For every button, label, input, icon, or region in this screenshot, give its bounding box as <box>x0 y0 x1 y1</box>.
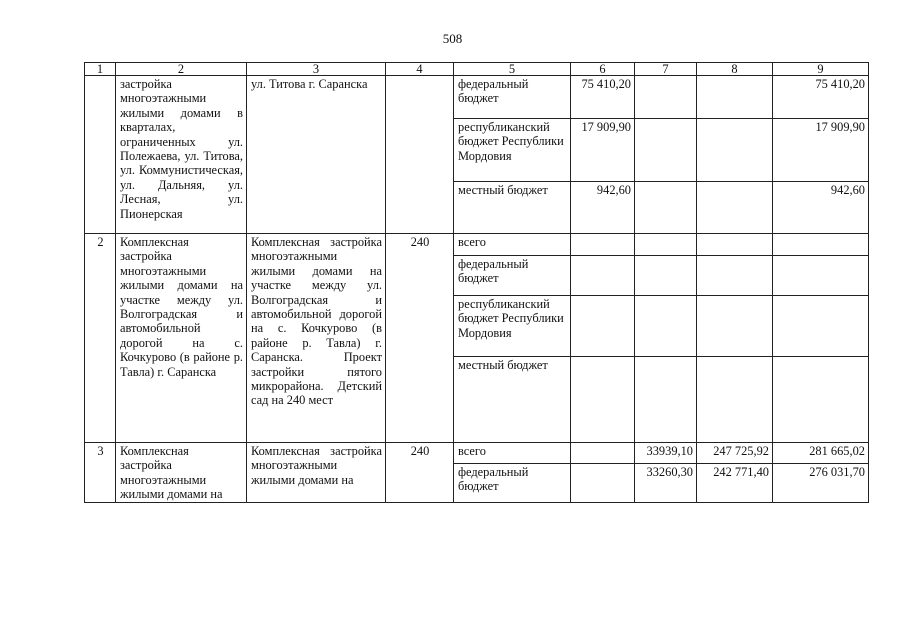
funding-source: республиканский бюджет Республики Мордовия <box>454 296 571 357</box>
value-col-7 <box>635 76 697 119</box>
object-description-cell: ул. Титова г. Саранска <box>247 76 386 234</box>
page-number: 508 <box>442 31 463 46</box>
funding-source: местный бюджет <box>454 357 571 443</box>
column-header: 8 <box>697 63 773 76</box>
column-header: 5 <box>454 63 571 76</box>
row-number: 3 <box>85 443 116 503</box>
value-col-7: 33939,10 <box>635 443 697 464</box>
value-col-6 <box>571 357 635 443</box>
value-col-6: 75 410,20 <box>571 76 635 119</box>
table-row <box>85 76 869 119</box>
column-header: 4 <box>386 63 454 76</box>
value-col-7 <box>635 256 697 296</box>
object-name-cell: застройка многоэтажными жилыми домами в кварталах, ограниченных ул. Полежаева, ул. Титова, ул. Коммунистическая, ул. Дальняя, ул. Лесная, ул. Пионерская <box>116 76 247 234</box>
funding-source: федеральный бюджет <box>454 463 571 502</box>
value-col-7 <box>635 296 697 357</box>
capacity-cell: 240 <box>386 443 454 503</box>
value-col-9 <box>773 357 869 443</box>
funding-source: федеральный бюджет <box>454 256 571 296</box>
value-col-8 <box>697 182 773 234</box>
value-col-8 <box>697 234 773 256</box>
funding-source: всего <box>454 234 571 256</box>
value-col-8: 242 771,40 <box>697 463 773 502</box>
value-col-6: 17 909,90 <box>571 119 635 182</box>
value-col-7: 33260,30 <box>635 463 697 502</box>
value-col-8 <box>697 119 773 182</box>
value-col-9 <box>773 256 869 296</box>
row-number <box>85 76 116 234</box>
value-col-9: 75 410,20 <box>773 76 869 119</box>
column-header: 2 <box>116 63 247 76</box>
value-col-8 <box>697 296 773 357</box>
value-col-9 <box>773 296 869 357</box>
value-col-8 <box>697 357 773 443</box>
funding-source: федеральный бюджет <box>454 76 571 119</box>
value-col-6 <box>571 463 635 502</box>
value-col-9: 17 909,90 <box>773 119 869 182</box>
value-col-6 <box>571 443 635 464</box>
column-header: 1 <box>85 63 116 76</box>
table-row <box>85 234 869 256</box>
funding-source: всего <box>454 443 571 464</box>
value-col-7 <box>635 119 697 182</box>
value-col-6 <box>571 296 635 357</box>
column-header: 6 <box>571 63 635 76</box>
value-col-9: 281 665,02 <box>773 443 869 464</box>
row-number: 2 <box>85 234 116 443</box>
value-col-6 <box>571 256 635 296</box>
object-name-cell: Комплексная застройка многоэтажными жилыми домами на участке между ул. Волгоградская и автомобильной дорогой на с. Кочкурово (в районе р. Тавла) г. Саранска <box>116 234 247 443</box>
value-col-8: 247 725,92 <box>697 443 773 464</box>
object-description-cell: Комплексная застройка многоэтажными жилыми домами на <box>247 443 386 503</box>
value-col-6: 942,60 <box>571 182 635 234</box>
value-col-8 <box>697 76 773 119</box>
budget-table <box>84 62 869 503</box>
value-col-9 <box>773 234 869 256</box>
value-col-9: 942,60 <box>773 182 869 234</box>
funding-source: республиканский бюджет Республики Мордовия <box>454 119 571 182</box>
value-col-7 <box>635 234 697 256</box>
column-header: 3 <box>247 63 386 76</box>
value-col-7 <box>635 357 697 443</box>
value-col-7 <box>635 182 697 234</box>
table-row <box>85 443 869 464</box>
table-header-row <box>85 63 869 76</box>
value-col-9: 276 031,70 <box>773 463 869 502</box>
funding-source: местный бюджет <box>454 182 571 234</box>
object-name-cell: Комплексная застройка многоэтажными жилыми домами на <box>116 443 247 503</box>
capacity-cell: 240 <box>386 234 454 443</box>
value-col-8 <box>697 256 773 296</box>
capacity-cell <box>386 76 454 234</box>
value-col-6 <box>571 234 635 256</box>
object-description-cell: Комплексная застройка многоэтажными жилыми домами на участке между ул. Волгоградская и автомобильной дорогой на с. Кочкурово (в районе р. Тавла) г. Саранска. Проект застройки пятого микрорайона. Детский сад на 240 мест <box>247 234 386 443</box>
column-header: 9 <box>773 63 869 76</box>
column-header: 7 <box>635 63 697 76</box>
